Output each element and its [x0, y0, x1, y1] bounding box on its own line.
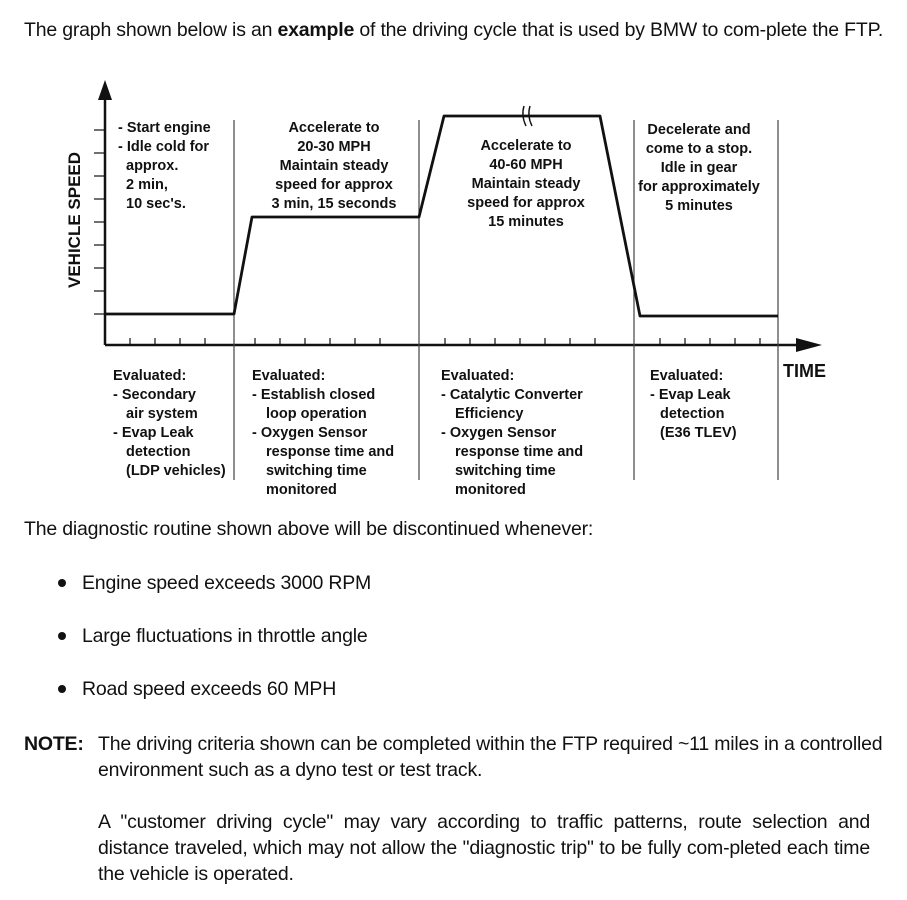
list-item [58, 678, 371, 731]
y-axis-arrow [98, 80, 112, 100]
evaluated-line: Evaluated: [113, 368, 187, 384]
annotation-line: 5 minutes [665, 198, 733, 214]
phase-2-evaluated [252, 368, 394, 498]
evaluated-line: - Oxygen Sensor [441, 425, 557, 441]
evaluated-line: Evaluated: [441, 368, 515, 384]
annotation-line: - Start engine [118, 120, 211, 136]
annotation-line: come to a stop. [645, 141, 753, 157]
phase-3-evaluated [441, 368, 583, 498]
evaluated-line: loop operation [266, 406, 367, 422]
list-item [58, 572, 371, 625]
evaluated-line: - Establish closed [252, 387, 376, 403]
phase-2-annotation [272, 120, 397, 212]
annotation-line: speed for approx [467, 195, 585, 211]
annotation-line: 2 min, [126, 177, 168, 193]
intro-paragraph [24, 18, 884, 42]
annotation-line: Maintain steady [279, 158, 389, 174]
list-item-text: Road speed exceeds 60 MPH [82, 678, 337, 700]
evaluated-line: switching time [266, 463, 367, 479]
evaluated-line: monitored [266, 482, 337, 498]
y-axis-label: VEHICLE SPEED [65, 151, 84, 289]
annotation-line: Accelerate to [288, 120, 380, 136]
note-paragraph-2: A "customer driving cycle" may vary according to traffic patterns, route selection and distance traveled, which may not allow the "diagnostic trip" to be fully com-pleted each time the vehicle is operated. [98, 811, 870, 885]
annotation-line: Accelerate to [480, 138, 572, 154]
annotation-line: 15 minutes [488, 214, 564, 230]
list-item-text: Large fluctuations in throttle angle [82, 625, 368, 647]
condition-list [58, 572, 371, 731]
evaluated-line: Efficiency [455, 406, 524, 422]
note-text: The driving criteria shown can be completed within the FTP required ~11 miles in a controlled environment such as a dyno test or test track. [98, 733, 883, 781]
evaluated-line: - Secondary [113, 387, 196, 403]
intro-text-end: of the driving cycle that is used by BMW to com-plete the FTP. [354, 19, 884, 41]
annotation-line: 40-60 MPH [489, 157, 563, 173]
annotation-line: - Idle cold for [118, 139, 210, 155]
evaluated-line: Evaluated: [252, 368, 326, 384]
evaluated-line: - Catalytic Converter [441, 387, 583, 403]
evaluated-line: Evaluated: [650, 368, 724, 384]
lead-text: The diagnostic routine shown above will be discontinued whenever: [24, 518, 594, 540]
evaluated-line: (LDP vehicles) [126, 463, 226, 479]
note-label: NOTE: [24, 733, 84, 755]
annotation-line: Idle in gear [660, 160, 738, 176]
bullet-icon [58, 632, 66, 640]
evaluated-line: detection [126, 444, 191, 460]
evaluated-line: - Evap Leak [650, 387, 731, 403]
x-axis-label: TIME [783, 361, 826, 381]
evaluated-line: air system [126, 406, 198, 422]
evaluated-line: - Oxygen Sensor [252, 425, 368, 441]
note-paragraph [24, 731, 884, 783]
phase-3-annotation [467, 138, 585, 230]
annotation-line: Maintain steady [471, 176, 581, 192]
list-item [58, 625, 371, 678]
annotation-line: for approximately [638, 179, 760, 195]
x-axis-arrow [796, 338, 822, 352]
phase-4-evaluated [650, 368, 737, 441]
phase-1-annotation [118, 120, 211, 212]
bullet-icon [58, 579, 66, 587]
evaluated-line: (E36 TLEV) [660, 425, 737, 441]
phase-1-evaluated [113, 368, 226, 479]
intro-text-start: The graph shown below is an [24, 19, 278, 41]
intro-emphasis: example [277, 19, 355, 41]
list-item-text: Engine speed exceeds 3000 RPM [82, 572, 372, 594]
annotation-line: approx. [126, 158, 179, 174]
evaluated-line: detection [660, 406, 725, 422]
bullet-icon [58, 685, 66, 693]
annotation-line: Decelerate and [647, 122, 751, 138]
annotation-line: speed for approx [275, 177, 393, 193]
annotation-line: 20-30 MPH [297, 139, 371, 155]
driving-cycle-diagram [0, 80, 907, 510]
evaluated-line: monitored [455, 482, 526, 498]
evaluated-line: switching time [455, 463, 556, 479]
evaluated-line: response time and [455, 444, 584, 460]
phase-4-annotation [638, 122, 760, 214]
y-ticks [94, 130, 105, 314]
annotation-line: 3 min, 15 seconds [271, 196, 397, 212]
evaluated-line: - Evap Leak [113, 425, 194, 441]
evaluated-line: response time and [266, 444, 395, 460]
driving-cycle-graph [0, 80, 907, 510]
annotation-line: 10 sec's. [126, 196, 186, 212]
